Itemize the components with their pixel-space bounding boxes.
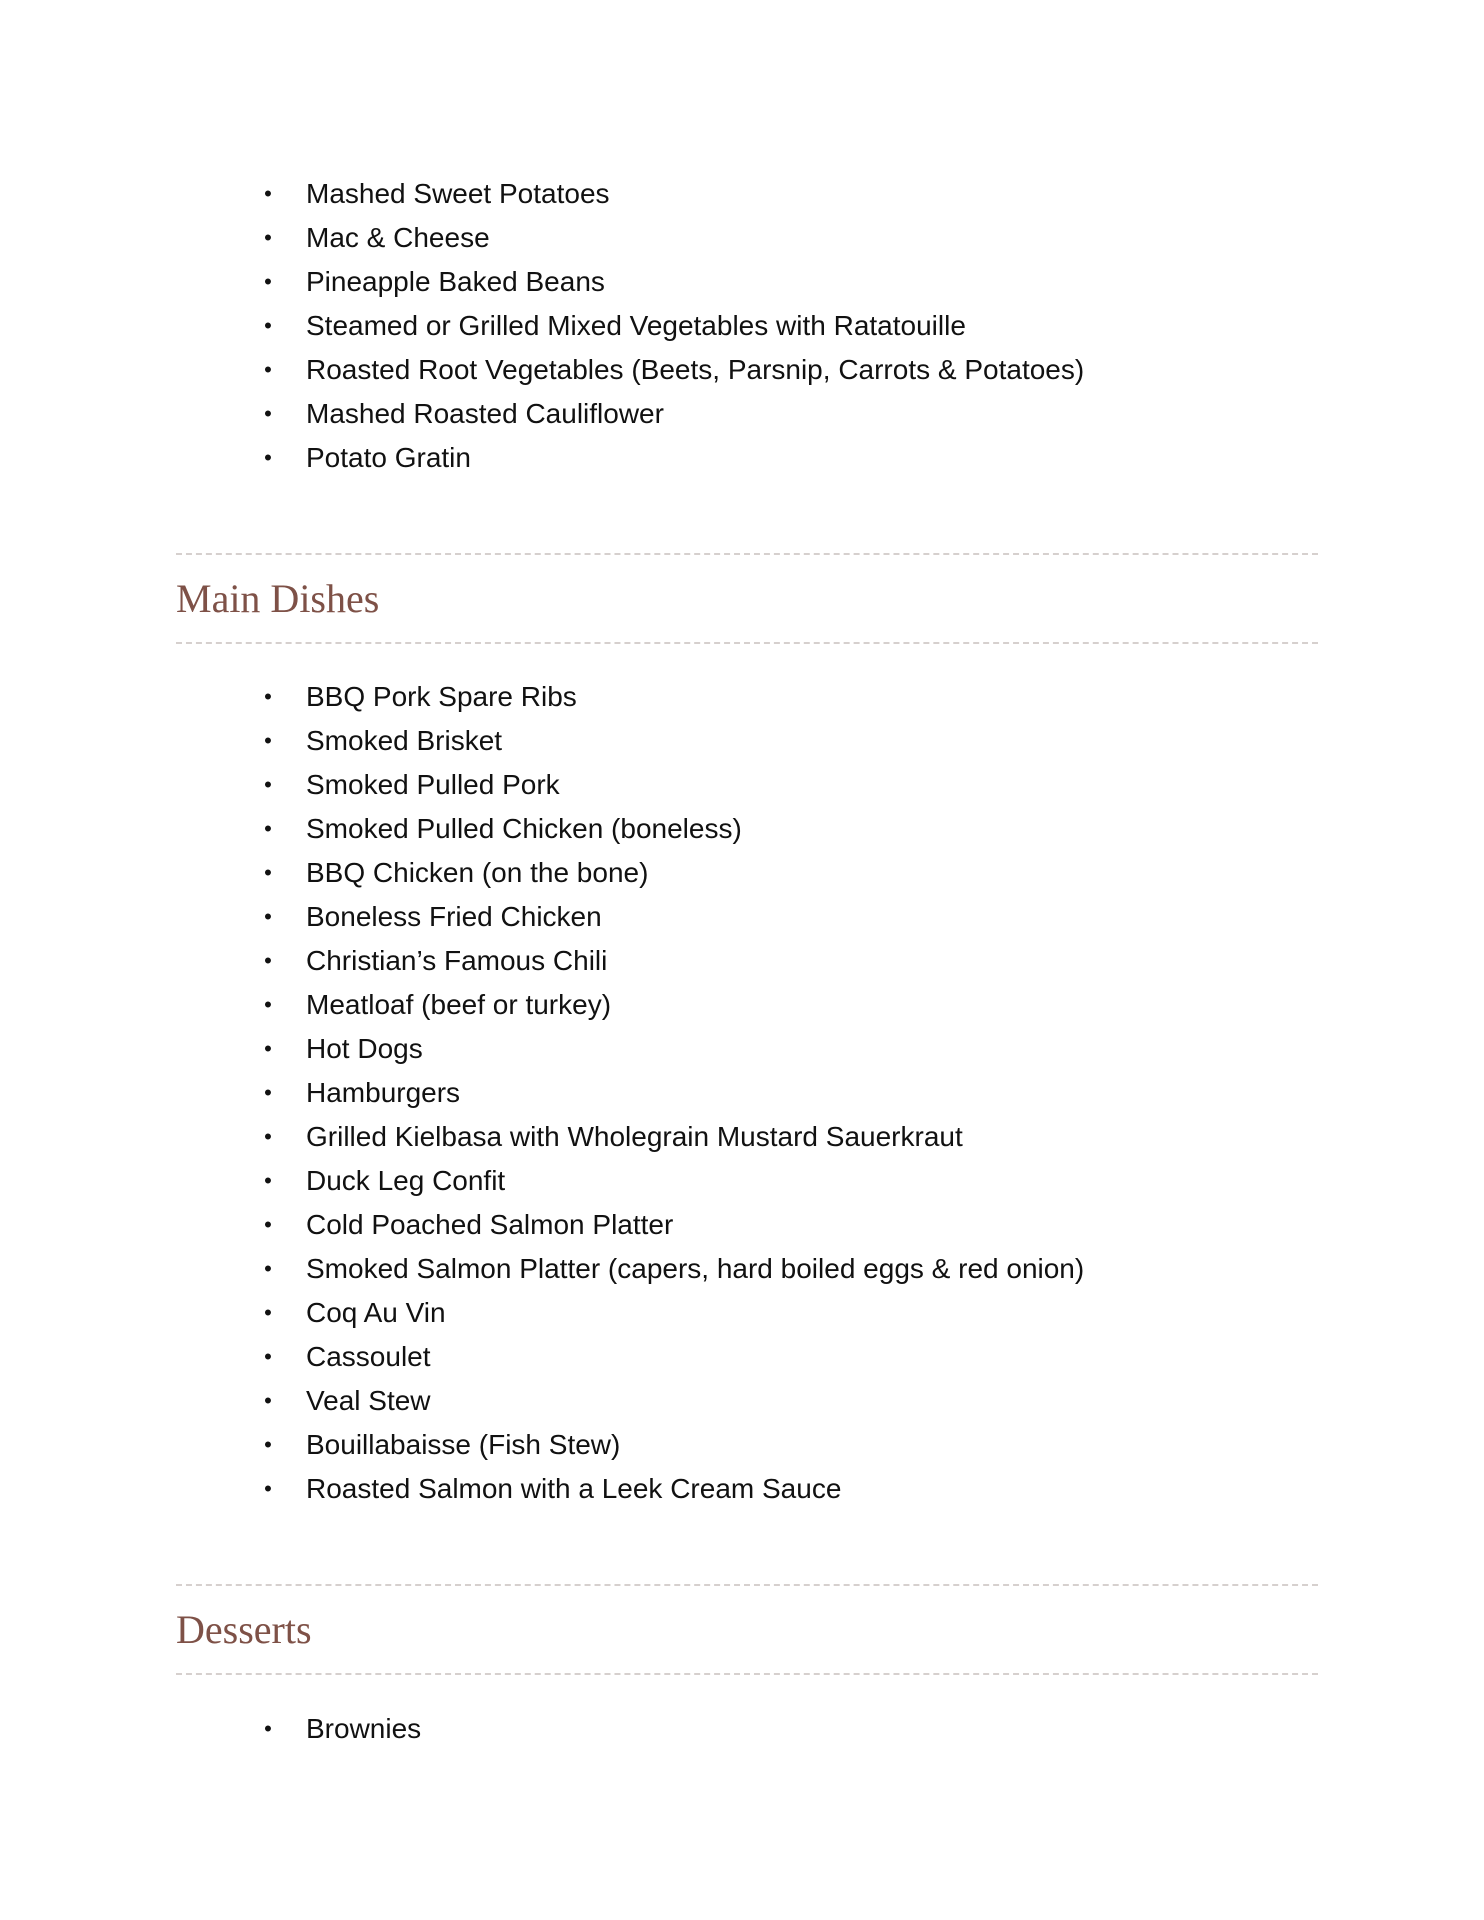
section-divider-top — [176, 1584, 1318, 1586]
list-item — [262, 983, 1084, 1027]
bullet-icon: • — [264, 181, 272, 206]
list-item-text: Cassoulet — [306, 1341, 431, 1372]
list-item — [262, 1159, 1084, 1203]
list-item-text: Boneless Fried Chicken — [306, 901, 602, 932]
bullet-icon: • — [264, 1212, 272, 1237]
list-item — [262, 1027, 1084, 1071]
list-item-text: Steamed or Grilled Mixed Vegetables with Ratatouille — [306, 310, 966, 341]
list-item-text: Hot Dogs — [306, 1033, 423, 1064]
list-item — [262, 1115, 1084, 1159]
list-item-text: Brownies — [306, 1713, 422, 1744]
list-item — [262, 1291, 1084, 1335]
bullet-icon: • — [264, 1168, 272, 1193]
bullet-icon: • — [264, 313, 272, 338]
list-item — [262, 939, 1084, 983]
list-item-text: Smoked Pulled Chicken (boneless) — [306, 813, 742, 844]
list-item — [262, 807, 1084, 851]
bullet-icon: • — [264, 401, 272, 426]
desserts-list — [262, 1707, 421, 1751]
section-divider-bottom — [176, 1673, 1318, 1675]
bullet-icon: • — [264, 772, 272, 797]
list-item — [262, 1467, 1084, 1511]
list-item-text: Veal Stew — [306, 1385, 431, 1416]
list-item-text: Mashed Sweet Potatoes — [306, 178, 610, 209]
bullet-icon: • — [264, 1476, 272, 1501]
desserts-heading: Desserts — [176, 1607, 312, 1652]
bullet-icon: • — [264, 1300, 272, 1325]
list-item-text: BBQ Pork Spare Ribs — [306, 681, 577, 712]
bullet-icon: • — [264, 225, 272, 250]
list-item — [262, 216, 1084, 260]
bullet-icon: • — [264, 1080, 272, 1105]
list-item — [262, 436, 1084, 480]
list-item-text: Coq Au Vin — [306, 1297, 446, 1328]
sides-list — [262, 172, 1084, 480]
list-item — [262, 392, 1084, 436]
bullet-icon: • — [264, 992, 272, 1017]
section-divider-bottom — [176, 642, 1318, 644]
bullet-icon: • — [264, 860, 272, 885]
bullet-icon: • — [264, 357, 272, 382]
main-dishes-list — [262, 675, 1084, 1511]
list-item — [262, 1247, 1084, 1291]
list-item-text: Cold Poached Salmon Platter — [306, 1209, 674, 1240]
bullet-icon: • — [264, 1388, 272, 1413]
bullet-icon: • — [264, 1256, 272, 1281]
list-item — [262, 1423, 1084, 1467]
bullet-icon: • — [264, 948, 272, 973]
list-item — [262, 1203, 1084, 1247]
list-item — [262, 1707, 421, 1751]
list-item-text: Smoked Pulled Pork — [306, 769, 560, 800]
list-item-text: Bouillabaisse (Fish Stew) — [306, 1429, 621, 1460]
bullet-icon: • — [264, 1036, 272, 1061]
list-item-text: Smoked Brisket — [306, 725, 503, 756]
bullet-icon: • — [264, 269, 272, 294]
list-item — [262, 719, 1084, 763]
list-item-text: Mac & Cheese — [306, 222, 490, 253]
bullet-icon: • — [264, 816, 272, 841]
list-item — [262, 851, 1084, 895]
list-item-text: Pineapple Baked Beans — [306, 266, 605, 297]
list-item-text: Mashed Roasted Cauliflower — [306, 398, 664, 429]
list-item — [262, 895, 1084, 939]
list-item-text: Christian’s Famous Chili — [306, 945, 608, 976]
bullet-icon: • — [264, 728, 272, 753]
list-item-text: Potato Gratin — [306, 442, 471, 473]
list-item — [262, 172, 1084, 216]
list-item-text: Duck Leg Confit — [306, 1165, 506, 1196]
list-item-text: Meatloaf (beef or turkey) — [306, 989, 612, 1020]
bullet-icon: • — [264, 684, 272, 709]
list-item — [262, 1071, 1084, 1115]
list-item — [262, 763, 1084, 807]
list-item — [262, 1379, 1084, 1423]
bullet-icon: • — [264, 445, 272, 470]
list-item-text: Roasted Salmon with a Leek Cream Sauce — [306, 1473, 842, 1504]
list-item — [262, 260, 1084, 304]
section-divider-top — [176, 553, 1318, 555]
bullet-icon: • — [264, 1716, 272, 1741]
list-item-text: BBQ Chicken (on the bone) — [306, 857, 649, 888]
list-item-text: Hamburgers — [306, 1077, 461, 1108]
bullet-icon: • — [264, 904, 272, 929]
list-item — [262, 348, 1084, 392]
list-item-text: Smoked Salmon Platter (capers, hard boiled eggs & red onion) — [306, 1253, 1085, 1284]
list-item-text: Grilled Kielbasa with Wholegrain Mustard Sauerkraut — [306, 1121, 963, 1152]
bullet-icon: • — [264, 1432, 272, 1457]
list-item — [262, 675, 1084, 719]
main-dishes-heading: Main Dishes — [176, 576, 380, 621]
list-item — [262, 304, 1084, 348]
bullet-icon: • — [264, 1124, 272, 1149]
list-item-text: Roasted Root Vegetables (Beets, Parsnip, Carrots & Potatoes) — [306, 354, 1085, 385]
bullet-icon: • — [264, 1344, 272, 1369]
list-item — [262, 1335, 1084, 1379]
